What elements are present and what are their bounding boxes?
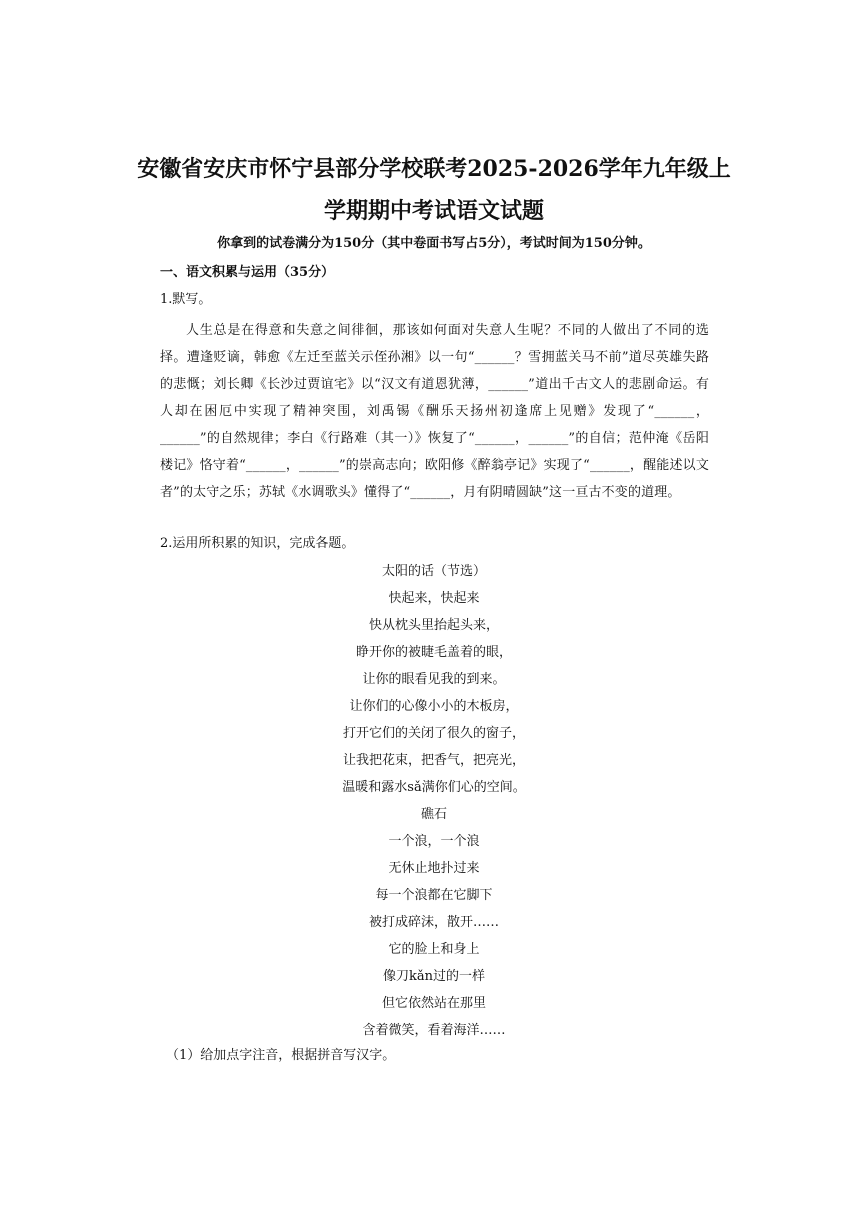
exam-title-line-2: 学期期中考试语文试题 bbox=[323, 198, 544, 224]
poem-line: 让我把花束，把香气，把亮光， bbox=[342, 753, 525, 768]
poem-1-title: 太阳的话（节选） bbox=[381, 564, 486, 579]
section-heading: 一、语文积累与运用（35分） bbox=[160, 265, 335, 280]
poem-line: 快起来，快起来 bbox=[388, 591, 480, 606]
poem-line: 温暖和露水sǎ满你们心的空间。 bbox=[342, 780, 526, 795]
question-1-label: 1.默写。 bbox=[160, 292, 212, 307]
poem-line: 每一个浪都在它脚下 bbox=[375, 888, 493, 903]
poem-line: 一个浪，一个浪 bbox=[388, 834, 480, 849]
exam-title-line-1: 安徽省安庆市怀宁县部分学校联考2025-2026学年九年级上 bbox=[137, 156, 731, 182]
poem-line: 快从枕头里抬起头来， bbox=[368, 618, 499, 633]
poem-line: 无休止地扑过来 bbox=[388, 861, 480, 876]
poem-2-title: 礁石 bbox=[420, 807, 447, 822]
poem-line: 睁开你的被睫毛盖着的眼， bbox=[355, 645, 512, 660]
poem-line: 它的脸上和身上 bbox=[388, 942, 480, 957]
poem-block bbox=[240, 558, 628, 1044]
subquestion-1: （1）给加点字注音，根据拼音写汉字。 bbox=[166, 1048, 396, 1063]
question-1-passage: 人生总是在得意和失意之间徘徊，那该如何面对失意人生呢？不同的人做出了不同的选择。遭逢贬谪，韩愈《左迁至蓝关示侄孙湘》以一句“______？雪拥蓝关马不前”道尽英雄失路的悲慨；刘长卿《长沙过贾谊宅》以“汉文有道恩犹薄，______”道出千古文人的悲剧命运。有人却在困厄中实现了精神突围，刘禹锡《酬乐天扬州初逢席上见赠》发现了“______，______”的自然规律；李白《行路难（其一）》恢复了“______，______”的自信；范仲淹《岳阳楼记》恪守着“______，______”的崇高志向；欧阳修《醉翁亭记》实现了“______，醒能述以文者”的太守之乐；苏轼《水调歌头》懂得了“______，月有阴晴圆缺”这一亘古不变的道理。 bbox=[160, 323, 709, 500]
poem-line: 但它依然站在那里 bbox=[381, 996, 486, 1011]
question-2-label: 2.运用所积累的知识，完成各题。 bbox=[160, 536, 355, 551]
poem-line: 打开它们的关闭了很久的窗子， bbox=[342, 726, 525, 741]
poem-line: 含着微笑，看着海洋…… bbox=[362, 1023, 506, 1038]
exam-notice: 你拿到的试卷满分为150分（其中卷面书写占5分），考试时间为150分钟。 bbox=[217, 236, 651, 251]
poem-line: 让你的眼看见我的到来。 bbox=[362, 672, 506, 687]
poem-line: 被打成碎沫，散开…… bbox=[368, 915, 499, 930]
poem-line: 让你们的心像小小的木板房， bbox=[349, 699, 519, 714]
poem-line: 像刀kǎn过的一样 bbox=[382, 969, 485, 984]
